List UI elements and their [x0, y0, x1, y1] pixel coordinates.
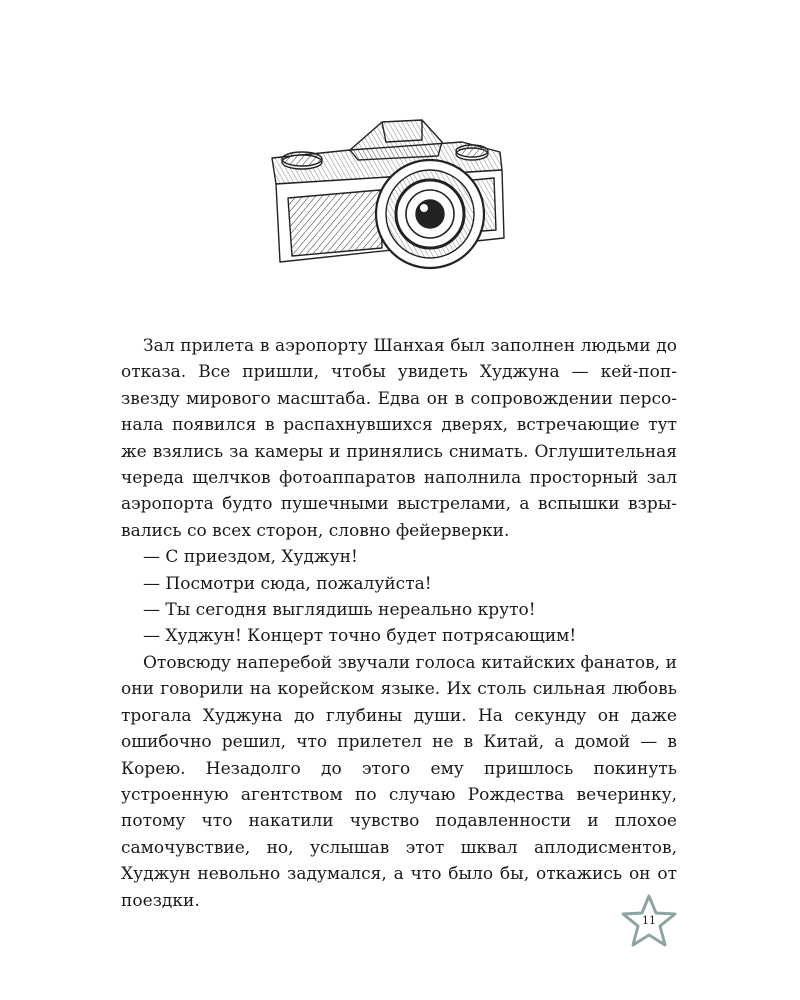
dialogue-line: — Посмотри сюда, пожалуйста! — [143, 573, 432, 594]
dialogue-line: — С приездом, Худжун! — [143, 547, 358, 568]
page-body — [121, 333, 677, 914]
narrative-paragraph: Зал прилета в аэропорту Шанхая был заполнен людьми до отказа. Все пришли, чтобы увидеть Худжуна — кей-попзвезду мирового масштаба. Едва он в сопровождении персонала появился в распахнувшихся дверях, встречающие тут же взялись за камеры и принялись снимать. Оглушительная череда щелчков фотоаппаратов наполнила просторный зал аэропорта будто пушечными выстрелами, а вспышки взрывались со всех сторон, словно фейерверки. — [121, 336, 677, 541]
camera-illustration — [262, 112, 512, 272]
narrative-paragraph: Отовсюду наперебой звучали голоса китайских фанатов, и они говорили на корейском языке. Их столь сильная любовь трогала Худжуна до глубины души. На секунду он даже ошибочно решил, что прилетел не в Китай, а домой — в Корею. Незадолго до этого ему пришлось покинуть устроенную агентством по случаю Рождества вечеринку, потому что накатили чувство подавленности и плохое самочувствие, но, услышав этот шквал аплодисментов, Худжун невольно задумался, а что было бы, откажись он от поездки. — [121, 652, 677, 911]
dialogue-line: — Ты сегодня выглядишь нереально круто! — [143, 600, 536, 621]
page-number: 11 — [642, 914, 656, 927]
dialogue-line: — Худжун! Концерт точно будет потрясающим! — [143, 626, 577, 647]
